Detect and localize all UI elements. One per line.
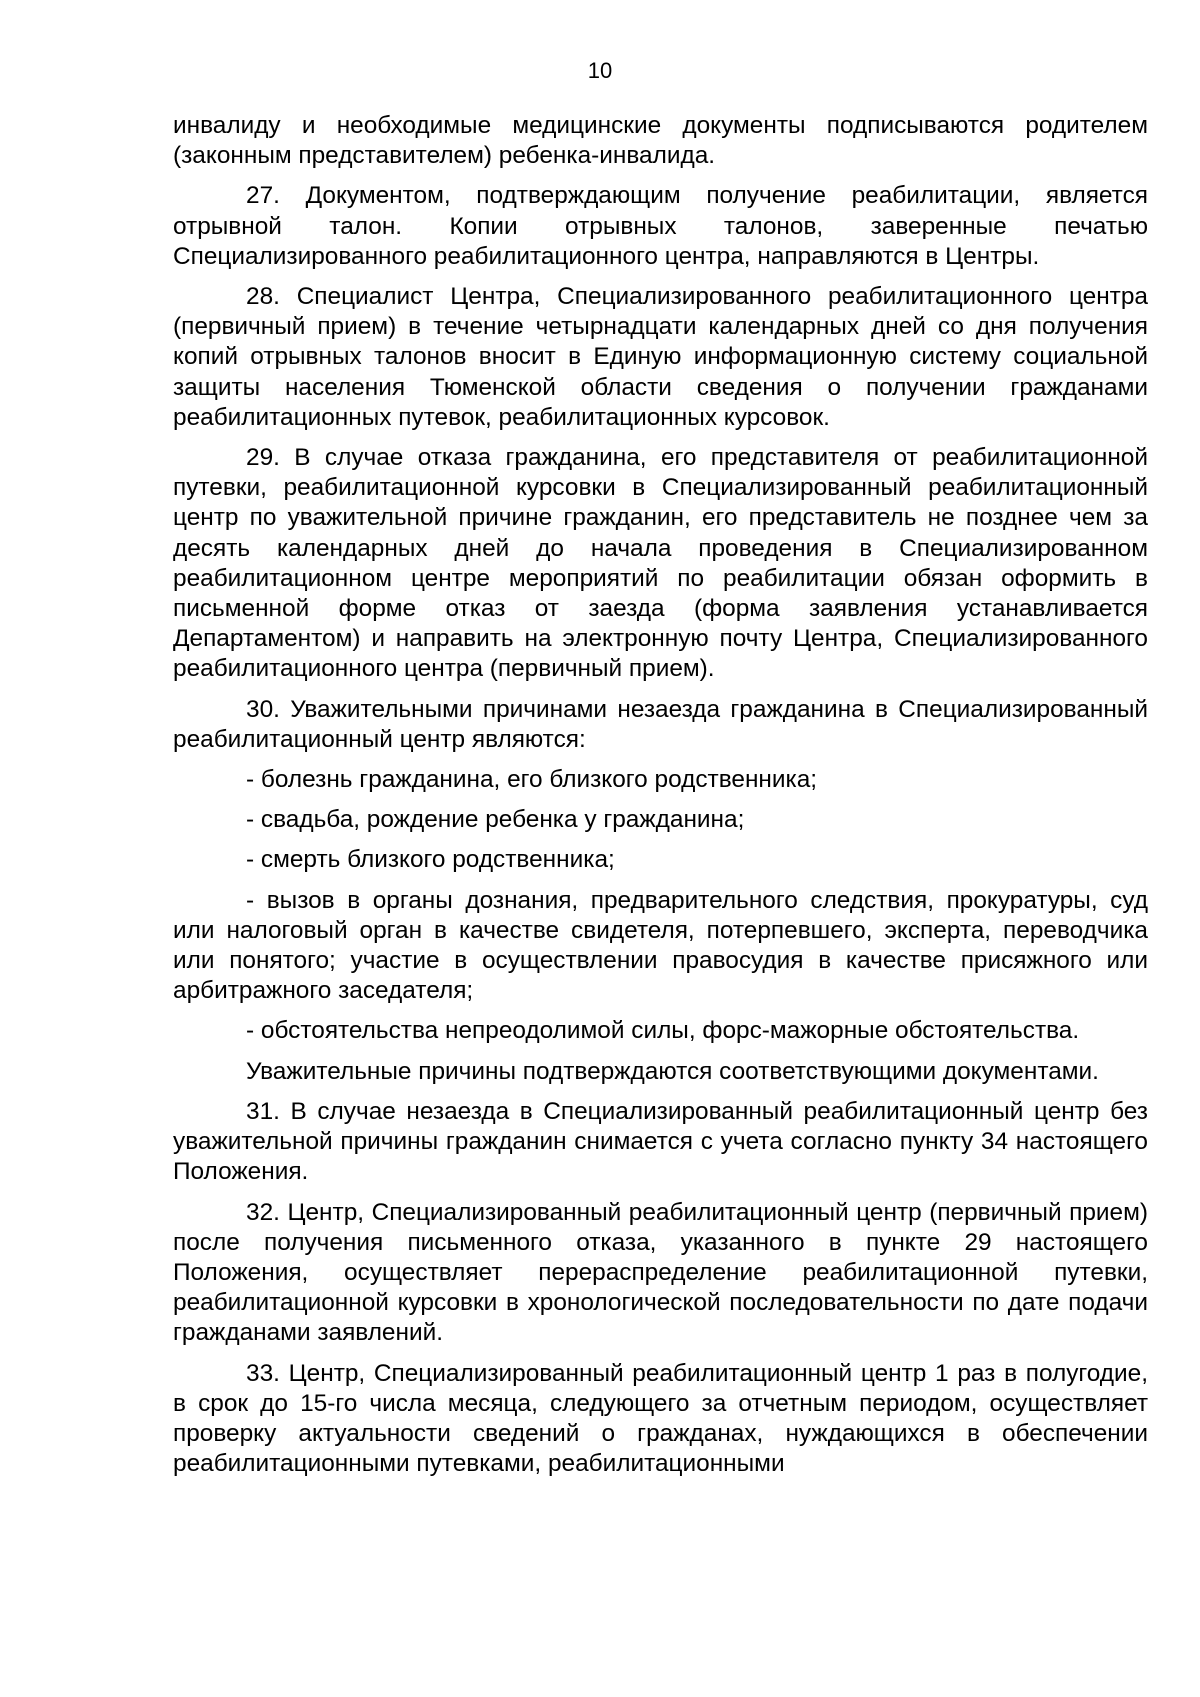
list-item-illness: - болезнь гражданина, его близкого родственника; <box>246 766 818 794</box>
list-item-wedding-birth: - свадьба, рождение ребенка у гражданина; <box>246 806 745 834</box>
paragraph-item-33: 33. Центр, Специализированный реабилитационный центр 1 раз в полугодие, в срок до 15-го числа месяца, следующего за отчетным периодом, осуществляет проверку актуальности сведений о гражданах, нуждающихся в обеспечении реабилитационными путевками, реабилитационными <box>173 1359 1148 1478</box>
list-item-summons: - вызов в органы дознания, предварительного следствия, прокуратуры, суд или налоговый орган в качестве свидетеля, потерпевшего, эксперта, переводчика или понятого; участие в осуществлении правосудия в качестве присяжного или арбитражного заседателя; <box>173 886 1148 1005</box>
list-item-force-majeure: - обстоятельства непреодолимой силы, форс-мажорные обстоятельства. <box>246 1017 1080 1045</box>
paragraph-item-31: 31. В случае незаезда в Специализированный реабилитационный центр без уважительной причины гражданин снимается с учета согласно пункту 34 настоящего Положения. <box>173 1097 1148 1186</box>
list-item-death: - смерть близкого родственника; <box>246 846 615 874</box>
paragraph-item-29: 29. В случае отказа гражданина, его представителя от реабилитационной путевки, реабилитационной курсовки в Специализированный реабилитационный центр по уважительной причине гражданин, его представитель не позднее чем за десять календарных дней до начала проведения в Специализированном реабилитационном центре мероприятий по реабилитации обязан оформить в письменной форме отказ от заезда (форма заявления устанавливается Департаментом) и направить на электронную почту Центра, Специализированного реабилитационного центра (первичный прием). <box>173 444 1148 683</box>
paragraph-item-30: 30. Уважительными причинами незаезда гражданина в Специализированный реабилитационный центр являются: <box>173 695 1148 753</box>
document-body <box>173 111 1148 1489</box>
paragraph-confirmation: Уважительные причины подтверждаются соответствующими документами. <box>246 1057 1099 1085</box>
paragraph-item-32: 32. Центр, Специализированный реабилитационный центр (первичный прием) после получения письменного отказа, указанного в пункте 29 настоящего Положения, осуществляет перераспределение реабилитационной путевки, реабилитационной курсовки в хронологической последовательности по дате подачи гражданами заявлений. <box>173 1198 1148 1347</box>
paragraph-item-27: 27. Документом, подтверждающим получение реабилитации, является отрывной талон. Копии отрывных талонов, заверенные печатью Специализированного реабилитационного центра, направляются в Центры. <box>173 182 1148 270</box>
paragraph-continuation: инвалиду и необходимые медицинские документы подписываются родителем (законным представителем) ребенка-инвалида. <box>173 112 1148 170</box>
page-number: 10 <box>587 58 613 83</box>
paragraph-item-28: 28. Специалист Центра, Специализированного реабилитационного центра (первичный прием) в течение четырнадцати календарных дней со дня получения копий отрывных талонов вносит в Единую информационную систему социальной защиты населения Тюменской области сведения о получении гражданами реабилитационных путевок, реабилитационных курсовок. <box>173 283 1148 431</box>
